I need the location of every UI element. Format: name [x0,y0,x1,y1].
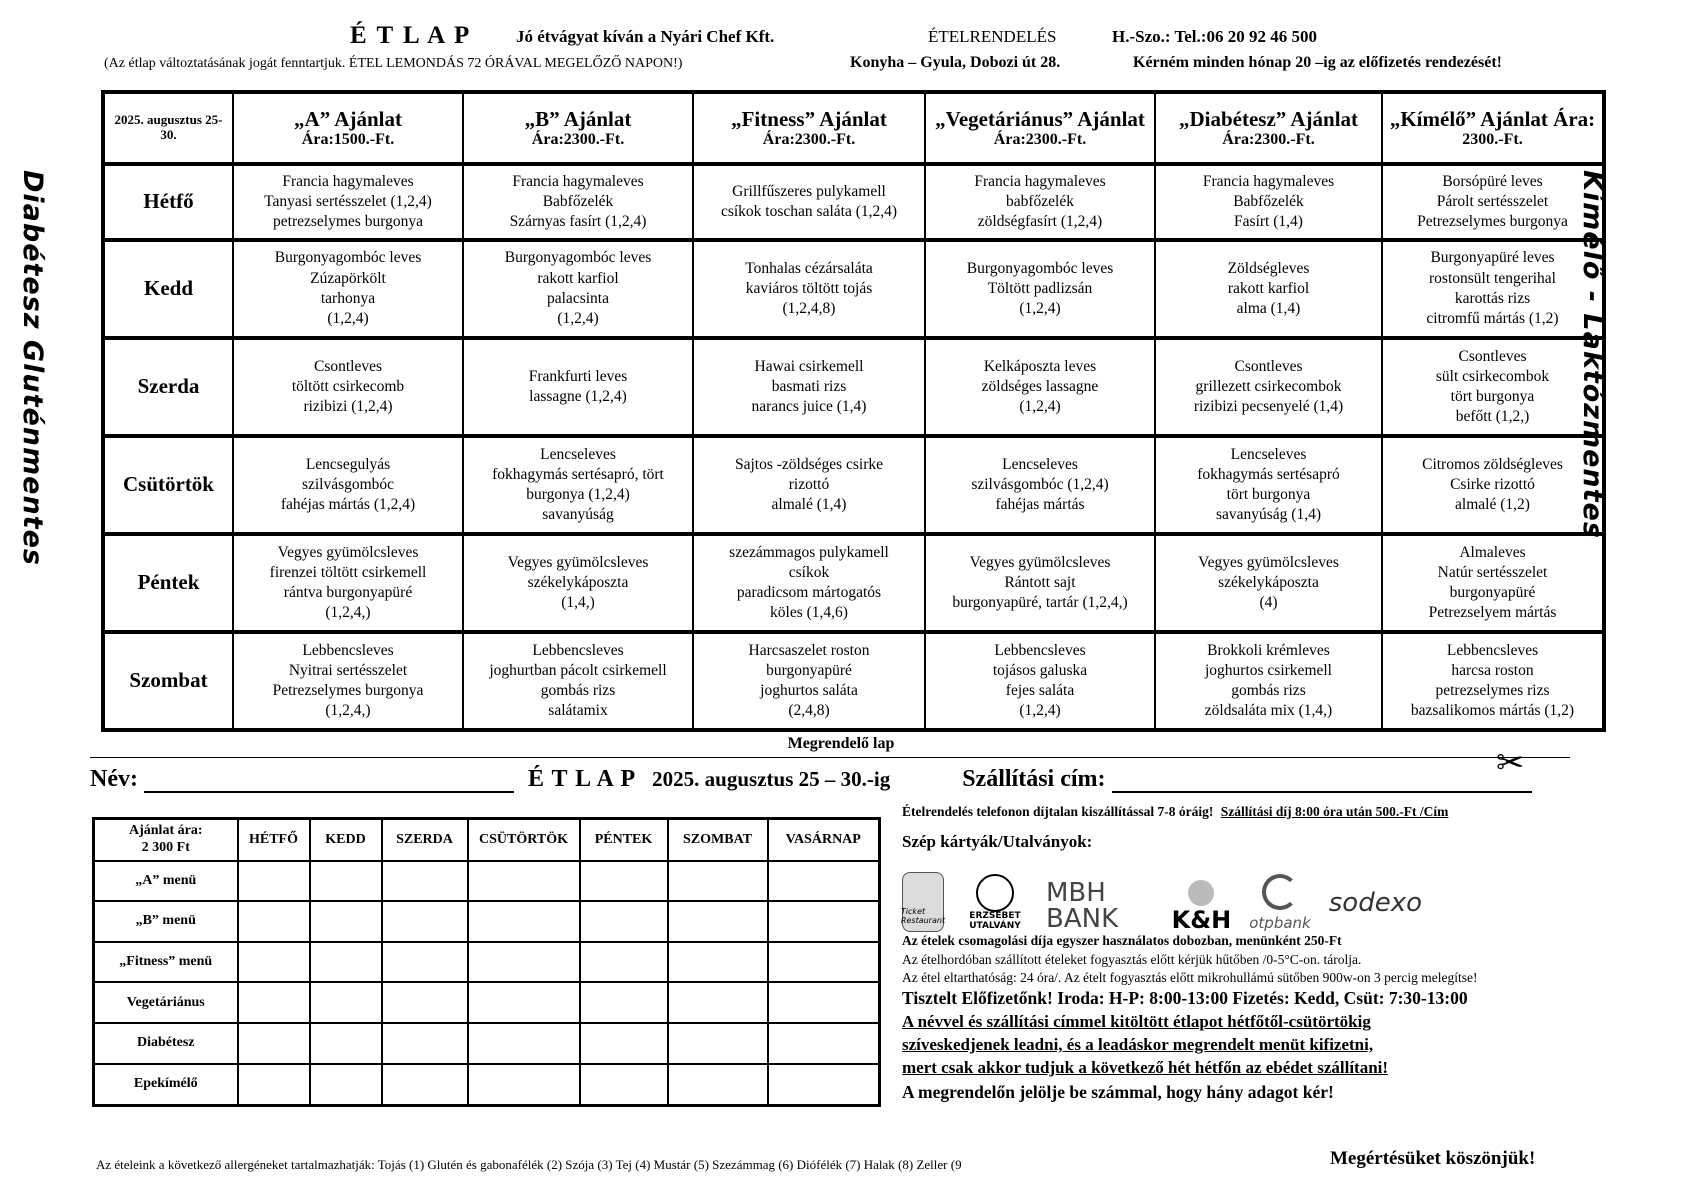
day-header: HÉTFŐ [238,819,310,861]
meal-cell: Francia hagymaleves Tanyasi sertésszelet (1,2,4) petrezselymes burgonya [233,164,463,240]
order-cell[interactable] [238,901,310,942]
offer-diabetic: „Diabétesz” Ajánlat Ára:2300.-Ft. [1155,92,1382,164]
day-header: PÉNTEK [580,819,668,861]
meal-cell: Csontleves töltött csirkecomb rizibizi (1,2,4) [233,338,463,436]
thanks-note: Megértésüket köszönjük! [1330,1148,1536,1169]
order-cell[interactable] [768,901,880,942]
order-cell[interactable] [468,901,580,942]
order-row-label: Diabétesz [94,1023,238,1064]
day-label: Kedd [103,240,233,338]
order-period: 2025. augusztus 25 – 30.-ig [652,767,891,791]
meal-cell: Csontleves grillezett csirkecombok rizibizi pecsenyelé (1,4) [1155,338,1382,436]
order-header-row [94,819,880,861]
order-cell[interactable] [310,982,382,1023]
order-cell[interactable] [382,1064,468,1106]
header-line-2 [0,54,1682,76]
menu-header-row [103,92,1604,164]
day-label: Hétfő [103,164,233,240]
office-hours: Tisztelt Előfizetőnk! Iroda: H-P: 8:00-13:00 Fizetés: Kedd, Csüt: 7:30-13:00 [902,988,1468,1008]
meal-cell: Vegyes gyümölcsleves firenzei töltött csirkemell rántva burgonyapüré (1,2,4,) [233,534,463,632]
phone: H.-Szo.: Tel.:06 20 92 46 500 [1112,27,1317,46]
meal-cell: Csontleves sült csirkecombok tört burgonya befőtt (1,2,) [1382,338,1604,436]
allergen-list: Az ételeink a következő allergéneket tartalmazhatják: Tojás (1) Glutén és gabonafélék (2) Szója (3) Tej (4) Mustár (5) Szezámmag (6) Diófélék (7) Halak (8) Zeller (9 [96,1157,962,1172]
delivery-free: Ételrendelés telefonon díjtalan kiszállítással 7-8 óráig! [902,804,1214,819]
day-row [103,534,1604,632]
order-cell[interactable] [468,861,580,902]
order-row [94,982,880,1023]
order-cell[interactable] [310,901,382,942]
meal-cell: szezámmagos pulykamell csíkok paradicsom mártogatós köles (1,4,6) [693,534,925,632]
order-menu-title: É T L A P [527,766,637,792]
order-cell[interactable] [238,982,310,1023]
day-header: CSÜTÖRTÖK [468,819,580,861]
address-field[interactable] [1112,765,1532,793]
price-header: Ajánlat ára: 2 300 Ft [94,819,238,861]
menu-table [101,90,1606,732]
day-row [103,632,1604,730]
order-row-label: „B” menü [94,901,238,942]
day-header: SZOMBAT [668,819,768,861]
day-header: KEDD [310,819,382,861]
scissors-icon: ✂ [1496,743,1525,783]
kitchen-address: Konyha – Gyula, Dobozi út 28. [850,54,1061,71]
offer-vegetarian: „Vegetáriánus” Ajánlat Ára:2300.-Ft. [925,92,1155,164]
meal-cell: Harcsaszelet roston burgonyapüré joghurtos saláta (2,4,8) [693,632,925,730]
meal-cell: Lebbencsleves joghurtban pácolt csirkemell gombás rizs salátamix [463,632,693,730]
order-cell[interactable] [238,1023,310,1064]
meal-cell: Burgonyagombóc leves rakott karfiol palacsinta (1,2,4) [463,240,693,338]
order-row [94,861,880,902]
meal-cell: Vegyes gyümölcsleves Rántott sajt burgonyapüré, tartár (1,2,4,) [925,534,1155,632]
meal-cell: Tonhalas cézársaláta kaviáros töltött tojás (1,2,4,8) [693,240,925,338]
order-cell[interactable] [382,982,468,1023]
notice-line-1: A névvel és szállítási címmel kitöltött étlapot hétfőtől-csütörtökig [902,1012,1371,1031]
day-row [103,338,1604,436]
portions-note: A megrendelőn jelölje be számmal, hogy hány adagot kér! [902,1082,1334,1102]
greeting: Jó étvágyat kíván a Nyári Chef Kft. [516,27,775,46]
order-cell[interactable] [382,861,468,902]
meal-cell: Lencsegulyás szilvásgombóc fahéjas mártás (1,2,4) [233,436,463,534]
notice-line-2: szíveskedjenek leadni, és a leadáskor megrendelt menüt kifizetni, [902,1035,1374,1054]
name-label: Név: [90,766,138,792]
meal-cell: Brokkoli krémleves joghurtos csirkemell gombás rizs zöldsaláta mix (1,4,) [1155,632,1382,730]
day-row [103,240,1604,338]
order-cell[interactable] [768,982,880,1023]
subscription-note: Kérném minden hónap 20 –ig az előfizetés rendezését! [1133,54,1502,71]
erzsebet-logo: ERZSÉBET UTALVÁNY [962,874,1028,932]
day-header: SZERDA [382,819,468,861]
order-cell[interactable] [310,1064,382,1106]
order-cell[interactable] [468,942,580,983]
meal-cell: Francia hagymaleves Babfőzelék Szárnyas fasírt (1,2,4) [463,164,693,240]
page-title: É T L A P [350,22,472,49]
meal-cell: Hawai csirkemell basmati rizs narancs juice (1,4) [693,338,925,436]
meal-cell: Lebbencsleves Nyitrai sertésszelet Petrezselymes burgonya (1,2,4,) [233,632,463,730]
order-cell[interactable] [580,1064,668,1106]
order-cell[interactable] [580,1023,668,1064]
name-row [90,765,1630,799]
offer-fitness: „Fitness” Ajánlat Ára:2300.-Ft. [693,92,925,164]
order-cell[interactable] [668,901,768,942]
meal-cell: Grillfűszeres pulykamell csíkok toschan saláta (1,2,4) [693,164,925,240]
offer-gentle: „Kímélő” Ajánlat Ára: 2300.-Ft. [1382,92,1604,164]
meal-cell: Borsópüré leves Párolt sertésszelet Petrezselymes burgonya [1382,164,1604,240]
order-cell[interactable] [310,861,382,902]
day-row [103,164,1604,240]
order-label: ÉTELRENDELÉS [928,27,1057,46]
order-cell[interactable] [768,942,880,983]
order-cell[interactable] [468,982,580,1023]
meal-cell: Lencseleves fokhagymás sertésapró tört burgonya savanyúság (1,4) [1155,436,1382,534]
order-cell[interactable] [580,942,668,983]
order-row-label: Vegetáriánus [94,982,238,1023]
order-cell[interactable] [382,942,468,983]
meal-cell: Francia hagymaleves Babfőzelék Fasírt (1,4) [1155,164,1382,240]
order-row-label: Epekímélő [94,1064,238,1106]
delivery-fee: Szállítási díj 8:00 óra után 500.-Ft /Cím [1220,804,1449,819]
order-cell[interactable] [580,861,668,902]
meal-cell: Francia hagymaleves babfőzelék zöldségfasírt (1,2,4) [925,164,1155,240]
meal-cell: Lencseleves szilvásgombóc (1,2,4) fahéjas mártás [925,436,1155,534]
order-row [94,942,880,983]
meal-cell: Burgonyapüré leves rostonsült tengerihal karottás rizs citromfű mártás (1,2) [1382,240,1604,338]
meal-cell: Frankfurti leves lassagne (1,2,4) [463,338,693,436]
day-row [103,436,1604,534]
meal-cell: Sajtos -zöldséges csirke rizottó almalé (1,4) [693,436,925,534]
cards-title: Szép kártyák/Utalványok: [902,832,1093,851]
day-label: Szerda [103,338,233,436]
order-cell[interactable] [668,982,768,1023]
order-row [94,1023,880,1064]
order-cell[interactable] [382,1023,468,1064]
sodexo-logo: sodexo [1328,888,1422,918]
order-cell[interactable] [468,1064,580,1106]
shelf-life-note: Az étel eltarthatóság: 24 óra/. Az ételt fogyasztás előtt mikrohullámú sütőben 900w-on 3 percig melegítse! [902,970,1478,985]
order-cell[interactable] [238,861,310,902]
notice-line-3: mert csak akkor tudjuk a következő hét hétfőn az ebédet szállítani! [902,1058,1389,1077]
otpbank-logo: otpbank [1249,874,1311,932]
meal-cell: Kelkáposzta leves zöldséges lassagne (1,2,4) [925,338,1155,436]
day-label: Szombat [103,632,233,730]
delivery-info [902,804,1602,820]
order-row [94,901,880,942]
mbh-bank-logo: MBH BANK [1046,878,1119,934]
order-cell[interactable] [310,1023,382,1064]
order-cell[interactable] [768,861,880,902]
order-cell[interactable] [310,942,382,983]
day-header: VASÁRNAP [768,819,880,861]
meal-cell: Burgonyagombóc leves Töltött padlizsán (1,2,4) [925,240,1155,338]
meal-cell: Zöldségleves rakott karfiol alma (1,4) [1155,240,1382,338]
meal-cell: Burgonyagombóc leves Zúzapörkölt tarhonya (1,2,4) [233,240,463,338]
day-label: Péntek [103,534,233,632]
order-cell[interactable] [468,1023,580,1064]
name-field[interactable] [144,765,514,793]
order-cell[interactable] [238,942,310,983]
order-cell[interactable] [382,901,468,942]
meal-cell: Vegyes gyümölcsleves székelykáposzta (4) [1155,534,1382,632]
menu-date: 2025. augusztus 25-30. [103,92,233,164]
order-cell[interactable] [768,1064,880,1106]
packaging-note: Az ételek csomagolási díja egyszer használatos dobozban, menünként 250-Ft [902,933,1342,948]
order-cell[interactable] [668,942,768,983]
day-label: Csütörtök [103,436,233,534]
side-label-right: Kímélő - Laktózmentes [1577,170,1608,539]
meal-cell: Citromos zöldségleves Csirke rizottó almalé (1,2) [1382,436,1604,534]
order-row-label: „Fitness” menü [94,942,238,983]
side-label-left: Diabétesz Gluténmentes [17,170,48,566]
order-cell[interactable] [238,1064,310,1106]
meal-cell: Lebbencsleves harcsa roston petrezselymes rizs bazsalikomos mártás (1,2) [1382,632,1604,730]
order-cell[interactable] [768,1023,880,1064]
address-label: Szállítási cím: [962,766,1106,792]
ticket-restaurant-logo: Ticket Restaurant [902,872,944,932]
kh-logo: K&H [1172,880,1232,932]
meal-cell: Lencseleves fokhagymás sertésapró, tört burgonya (1,2,4) savanyúság [463,436,693,534]
cut-line [90,757,1570,758]
meal-cell: Vegyes gyümölcsleves székelykáposzta (1,4,) [463,534,693,632]
order-cell[interactable] [580,982,668,1023]
order-cell[interactable] [668,1064,768,1106]
header-line-1 [0,22,1682,52]
offer-b: „B” Ajánlat Ára:2300.-Ft. [463,92,693,164]
order-row-label: „A” menü [94,861,238,902]
disclaimer: (Az étlap változtatásának jogát fenntartjuk. ÉTEL LEMONDÁS 72 ÓRÁVAL MEGELŐZŐ NAPON!) [104,56,683,71]
order-row [94,1064,880,1106]
meal-cell: Almaleves Natúr sertésszelet burgonyapüré Petrezselyem mártás [1382,534,1604,632]
order-cell[interactable] [580,901,668,942]
order-table [92,817,881,1107]
offer-a: „A” Ajánlat Ára:1500.-Ft. [233,92,463,164]
order-cell[interactable] [668,861,768,902]
storage-note: Az ételhordóban szállított ételeket fogyasztás előtt kérjük hűtőben /0-5°C-on. tárolja. [902,952,1362,967]
order-form-title: Megrendelő lap [787,735,895,752]
payment-logos [902,862,1422,932]
order-cell[interactable] [668,1023,768,1064]
meal-cell: Lebbencsleves tojásos galuska fejes saláta (1,2,4) [925,632,1155,730]
